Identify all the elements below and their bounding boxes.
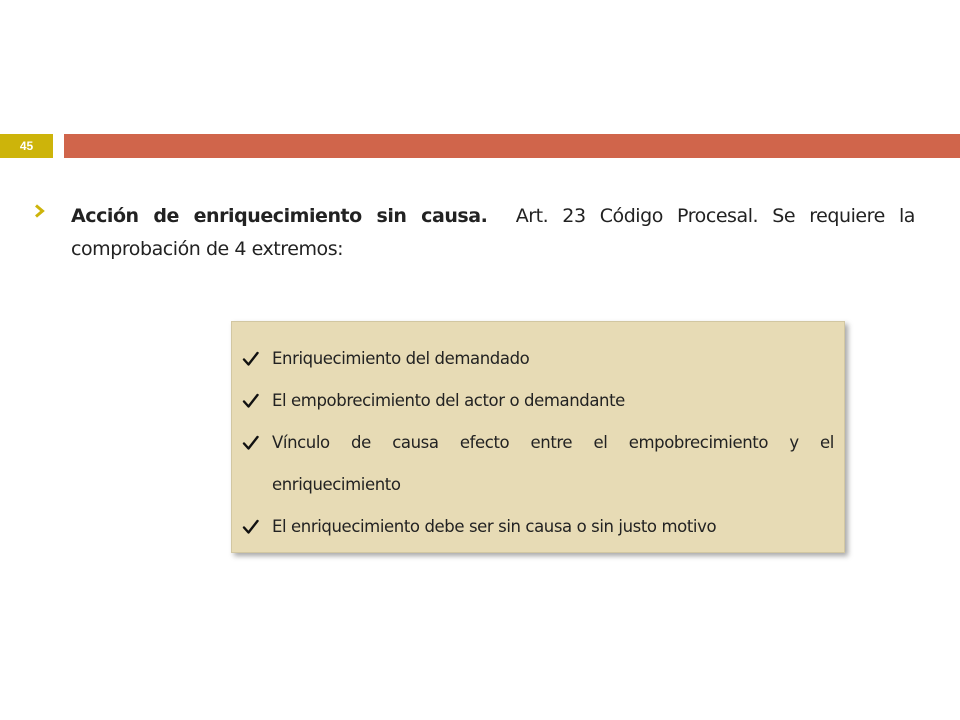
main-bullet-text: [71, 200, 915, 266]
slide-number: 45: [0, 134, 53, 158]
list-item: [272, 338, 834, 380]
list-item: [272, 422, 834, 506]
list-item-text: El enriquecimiento debe ser sin causa o sin justo motivo: [272, 517, 717, 536]
checkmark-icon: [241, 391, 261, 411]
checkmark-icon: [241, 517, 261, 537]
main-bullet-title: Acción de enriquecimiento sin causa.: [71, 205, 488, 227]
main-bullet-body: Art. 23 Código Procesal. Se requiere la comprobación de 4 extremos:: [71, 205, 915, 260]
arrow-right-icon: [33, 204, 47, 218]
checkmark-icon: [241, 349, 261, 369]
list-item-text: Enriquecimiento del demandado: [272, 349, 530, 368]
list-item: [272, 506, 834, 548]
header-bar: [64, 134, 960, 158]
checkmark-icon: [241, 433, 261, 453]
list-item-text: Vínculo de causa efecto entre el empobrecimiento y el enriquecimiento: [272, 433, 834, 494]
list-item: [272, 380, 834, 422]
requirements-list: [272, 338, 834, 548]
list-item-text: El empobrecimiento del actor o demandante: [272, 391, 625, 410]
requirements-box: [231, 321, 845, 553]
